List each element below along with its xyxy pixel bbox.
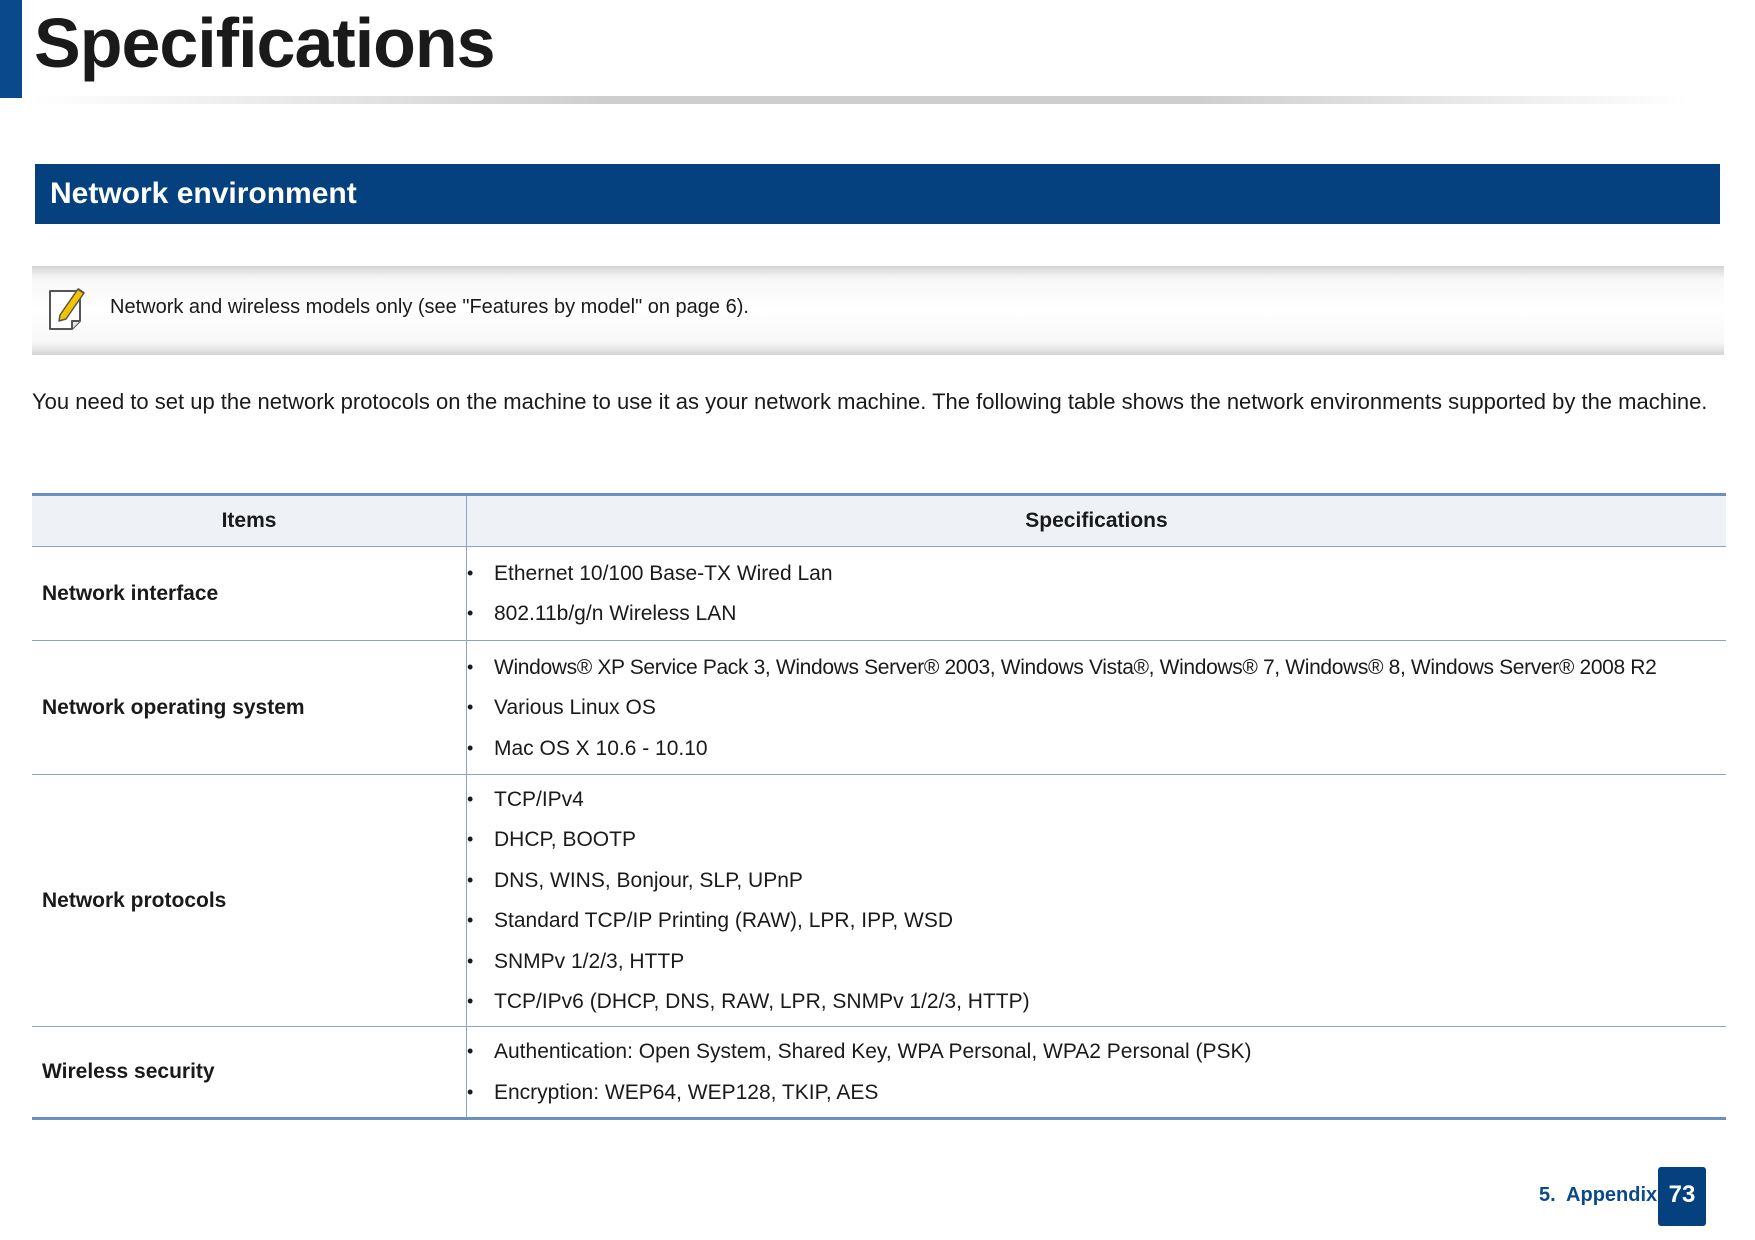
list-item: • Authentication: Open System, Shared Key, WPA Personal, WPA2 Personal (PSK) bbox=[467, 1038, 1726, 1065]
row-item-label: Network operating system bbox=[32, 641, 467, 775]
note-text: Network and wireless models only (see "Features by model" on page 6). bbox=[110, 296, 749, 318]
row-spec-cell bbox=[467, 641, 1727, 775]
column-header-specifications: Specifications bbox=[467, 495, 1727, 547]
column-header-items: Items bbox=[32, 495, 467, 547]
left-accent-bar bbox=[0, 0, 22, 98]
list-item: • DHCP, BOOTP bbox=[467, 826, 1726, 853]
list-item: • DNS, WINS, Bonjour, SLP, UPnP bbox=[467, 867, 1726, 894]
spec-list bbox=[467, 1038, 1726, 1106]
row-item-label: Network interface bbox=[32, 547, 467, 641]
list-item: • TCP/IPv4 bbox=[467, 786, 1726, 813]
list-item: • Ethernet 10/100 Base-TX Wired Lan bbox=[467, 560, 1726, 587]
spec-list bbox=[467, 786, 1726, 1016]
row-item-label: Network protocols bbox=[32, 775, 467, 1027]
table-row bbox=[32, 1027, 1726, 1119]
footer-chapter-label: 5. Appendix bbox=[1539, 1184, 1658, 1206]
list-item: • SNMPv 1/2/3, HTTP bbox=[467, 948, 1726, 975]
table-row bbox=[32, 775, 1726, 1027]
table-row bbox=[32, 547, 1726, 641]
row-spec-cell bbox=[467, 1027, 1727, 1119]
row-spec-cell bbox=[467, 775, 1727, 1027]
list-item: • Standard TCP/IP Printing (RAW), LPR, IPP, WSD bbox=[467, 907, 1726, 934]
list-item: • Encryption: WEP64, WEP128, TKIP, AES bbox=[467, 1079, 1726, 1106]
list-item: • 802.11b/g/n Wireless LAN bbox=[467, 600, 1726, 627]
list-item: • Various Linux OS bbox=[467, 694, 1726, 721]
title-divider bbox=[30, 96, 1690, 104]
network-spec-table bbox=[32, 493, 1726, 1120]
note-box bbox=[32, 266, 1724, 355]
row-spec-cell bbox=[467, 547, 1727, 641]
pencil-note-icon bbox=[46, 285, 88, 333]
page-title: Specifications bbox=[34, 4, 495, 82]
section-title: Network environment bbox=[50, 177, 357, 210]
list-item: • Mac OS X 10.6 - 10.10 bbox=[467, 735, 1726, 762]
list-item: • TCP/IPv6 (DHCP, DNS, RAW, LPR, SNMPv 1/2/3, HTTP) bbox=[467, 988, 1726, 1015]
table-row bbox=[32, 641, 1726, 775]
list-item: • Windows® XP Service Pack 3, Windows Server® 2003, Windows Vista®, Windows® 7, Windows® 8, Windows Server® 2008 R2 bbox=[467, 654, 1726, 681]
row-item-label: Wireless security bbox=[32, 1027, 467, 1119]
spec-list bbox=[467, 654, 1726, 762]
intro-paragraph: You need to set up the network protocols on the machine to use it as your network machine. The following table shows the network environments supported by the machine. bbox=[32, 389, 1708, 414]
spec-list bbox=[467, 560, 1726, 628]
table-header-row bbox=[32, 495, 1726, 547]
page-number-badge: 73 bbox=[1658, 1167, 1706, 1226]
section-header-bar bbox=[35, 164, 1720, 224]
